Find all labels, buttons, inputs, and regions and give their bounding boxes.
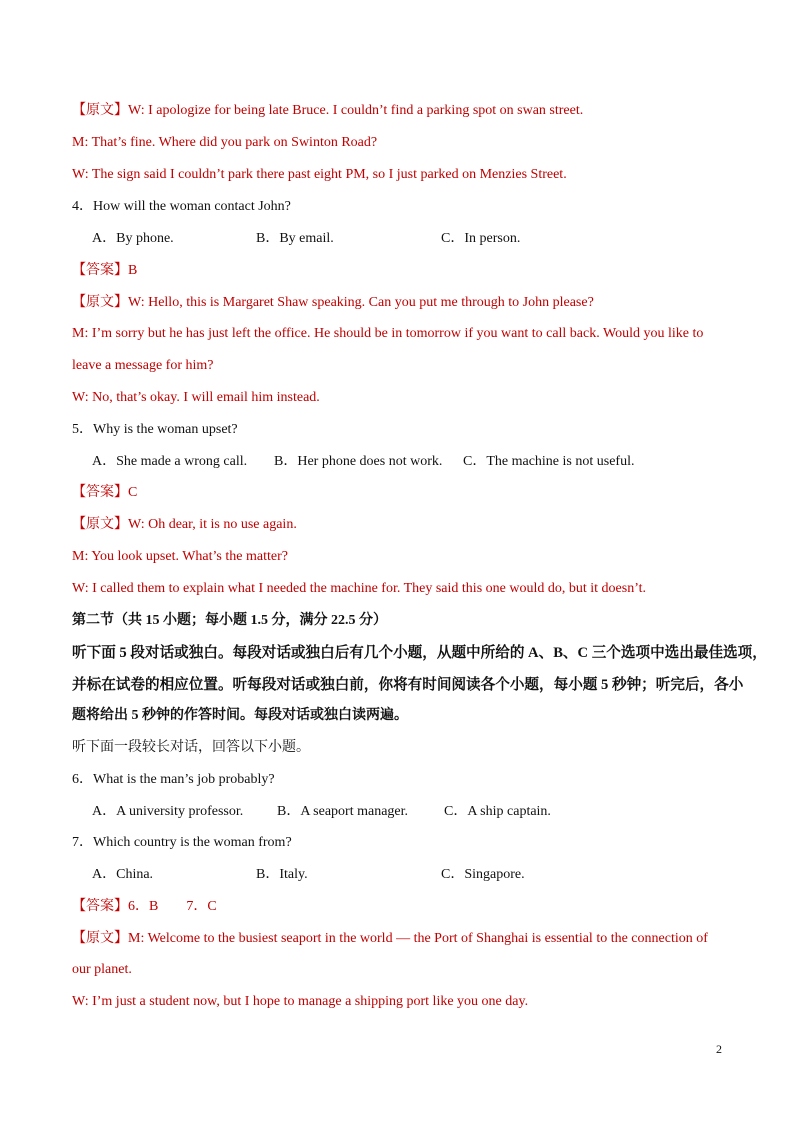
- transcript-line: 【原文】W: Hello, this is Margaret Shaw speaking. Can you put me through to John please?: [72, 295, 594, 310]
- transcript-line: W: No, that’s okay. I will email him instead.: [72, 390, 320, 405]
- answer-tag: 【答案】: [72, 485, 128, 500]
- instruction-line: 听下面一段较长对话，回答以下小题。: [72, 740, 310, 755]
- question-5: 5．Why is the woman upset?: [72, 422, 238, 437]
- transcript-line: our planet.: [72, 962, 132, 977]
- transcript-line: 【原文】W: I apologize for being late Bruce. I couldn’t find a parking spot on swan street.: [72, 103, 584, 118]
- original-tag: 【原文】: [72, 295, 128, 310]
- q7-option-c: C．Singapore.: [441, 867, 525, 882]
- original-tag: 【原文】: [72, 103, 128, 118]
- answer-line: 【答案】B: [72, 263, 138, 278]
- q5-option-c: C．The machine is not useful.: [463, 454, 635, 469]
- q6-option-b: B．A seaport manager.: [277, 804, 409, 819]
- answer-line: 【答案】C: [72, 485, 138, 500]
- q7-option-b: B．Italy.: [256, 867, 308, 882]
- transcript-line: W: I called them to explain what I needed the machine for. They said this one would do, but it doesn’t.: [72, 581, 646, 596]
- q4-option-c: C．In person.: [441, 231, 521, 246]
- q4-option-b: B．By email.: [256, 231, 334, 246]
- transcript-line: W: I’m just a student now, but I hope to manage a shipping port like you one day.: [72, 994, 529, 1009]
- transcript-line: M: That’s fine. Where did you park on Swinton Road?: [72, 135, 378, 150]
- question-4: 4．How will the woman contact John?: [72, 199, 291, 214]
- q5-option-b: B．Her phone does not work.: [274, 454, 443, 469]
- answer-tag: 【答案】: [72, 263, 128, 278]
- transcript-line: 【原文】W: Oh dear, it is no use again.: [72, 517, 297, 532]
- answer-tag: 【答案】: [72, 899, 128, 914]
- q4-option-a: A．By phone.: [92, 231, 174, 246]
- transcript-line: M: I’m sorry but he has just left the office. He should be in tomorrow if you want to call back. Would you like to: [72, 326, 704, 341]
- q6-option-a: A．A university professor.: [92, 804, 244, 819]
- question-6: 6．What is the man’s job probably?: [72, 772, 275, 787]
- instruction-line: 并标在试卷的相应位置。听每段对话或独白前，你将有时间阅读各个小题，每小题 5 秒钟；听完后，各小: [72, 677, 744, 693]
- question-7: 7．Which country is the woman from?: [72, 835, 292, 850]
- instruction-line: 听下面 5 段对话或独白。每段对话或独白后有几个小题，从题中所给的 A、B、C 三个选项中选出最佳选项，: [72, 645, 767, 661]
- transcript-line: leave a message for him?: [72, 358, 214, 373]
- page-number: 2: [716, 1042, 722, 1056]
- q6-option-c: C．A ship captain.: [444, 804, 551, 819]
- original-tag: 【原文】: [72, 931, 128, 946]
- transcript-line: 【原文】M: Welcome to the busiest seaport in the world — the Port of Shanghai is essential to the connection of: [72, 931, 708, 946]
- transcript-line: W: The sign said I couldn’t park there past eight PM, so I just parked on Menzies Street.: [72, 167, 567, 182]
- answer-line: 【答案】6．B 7．C: [72, 899, 217, 914]
- q5-option-a: A．She made a wrong call.: [92, 454, 248, 469]
- section-2-heading: 第二节（共 15 小题；每小题 1.5 分，满分 22.5 分）: [72, 613, 387, 628]
- original-tag: 【原文】: [72, 517, 128, 532]
- q7-option-a: A．China.: [92, 867, 154, 882]
- instruction-line: 题将给出 5 秒钟的作答时间。每段对话或独白读两遍。: [72, 708, 408, 723]
- transcript-line: M: You look upset. What’s the matter?: [72, 549, 288, 564]
